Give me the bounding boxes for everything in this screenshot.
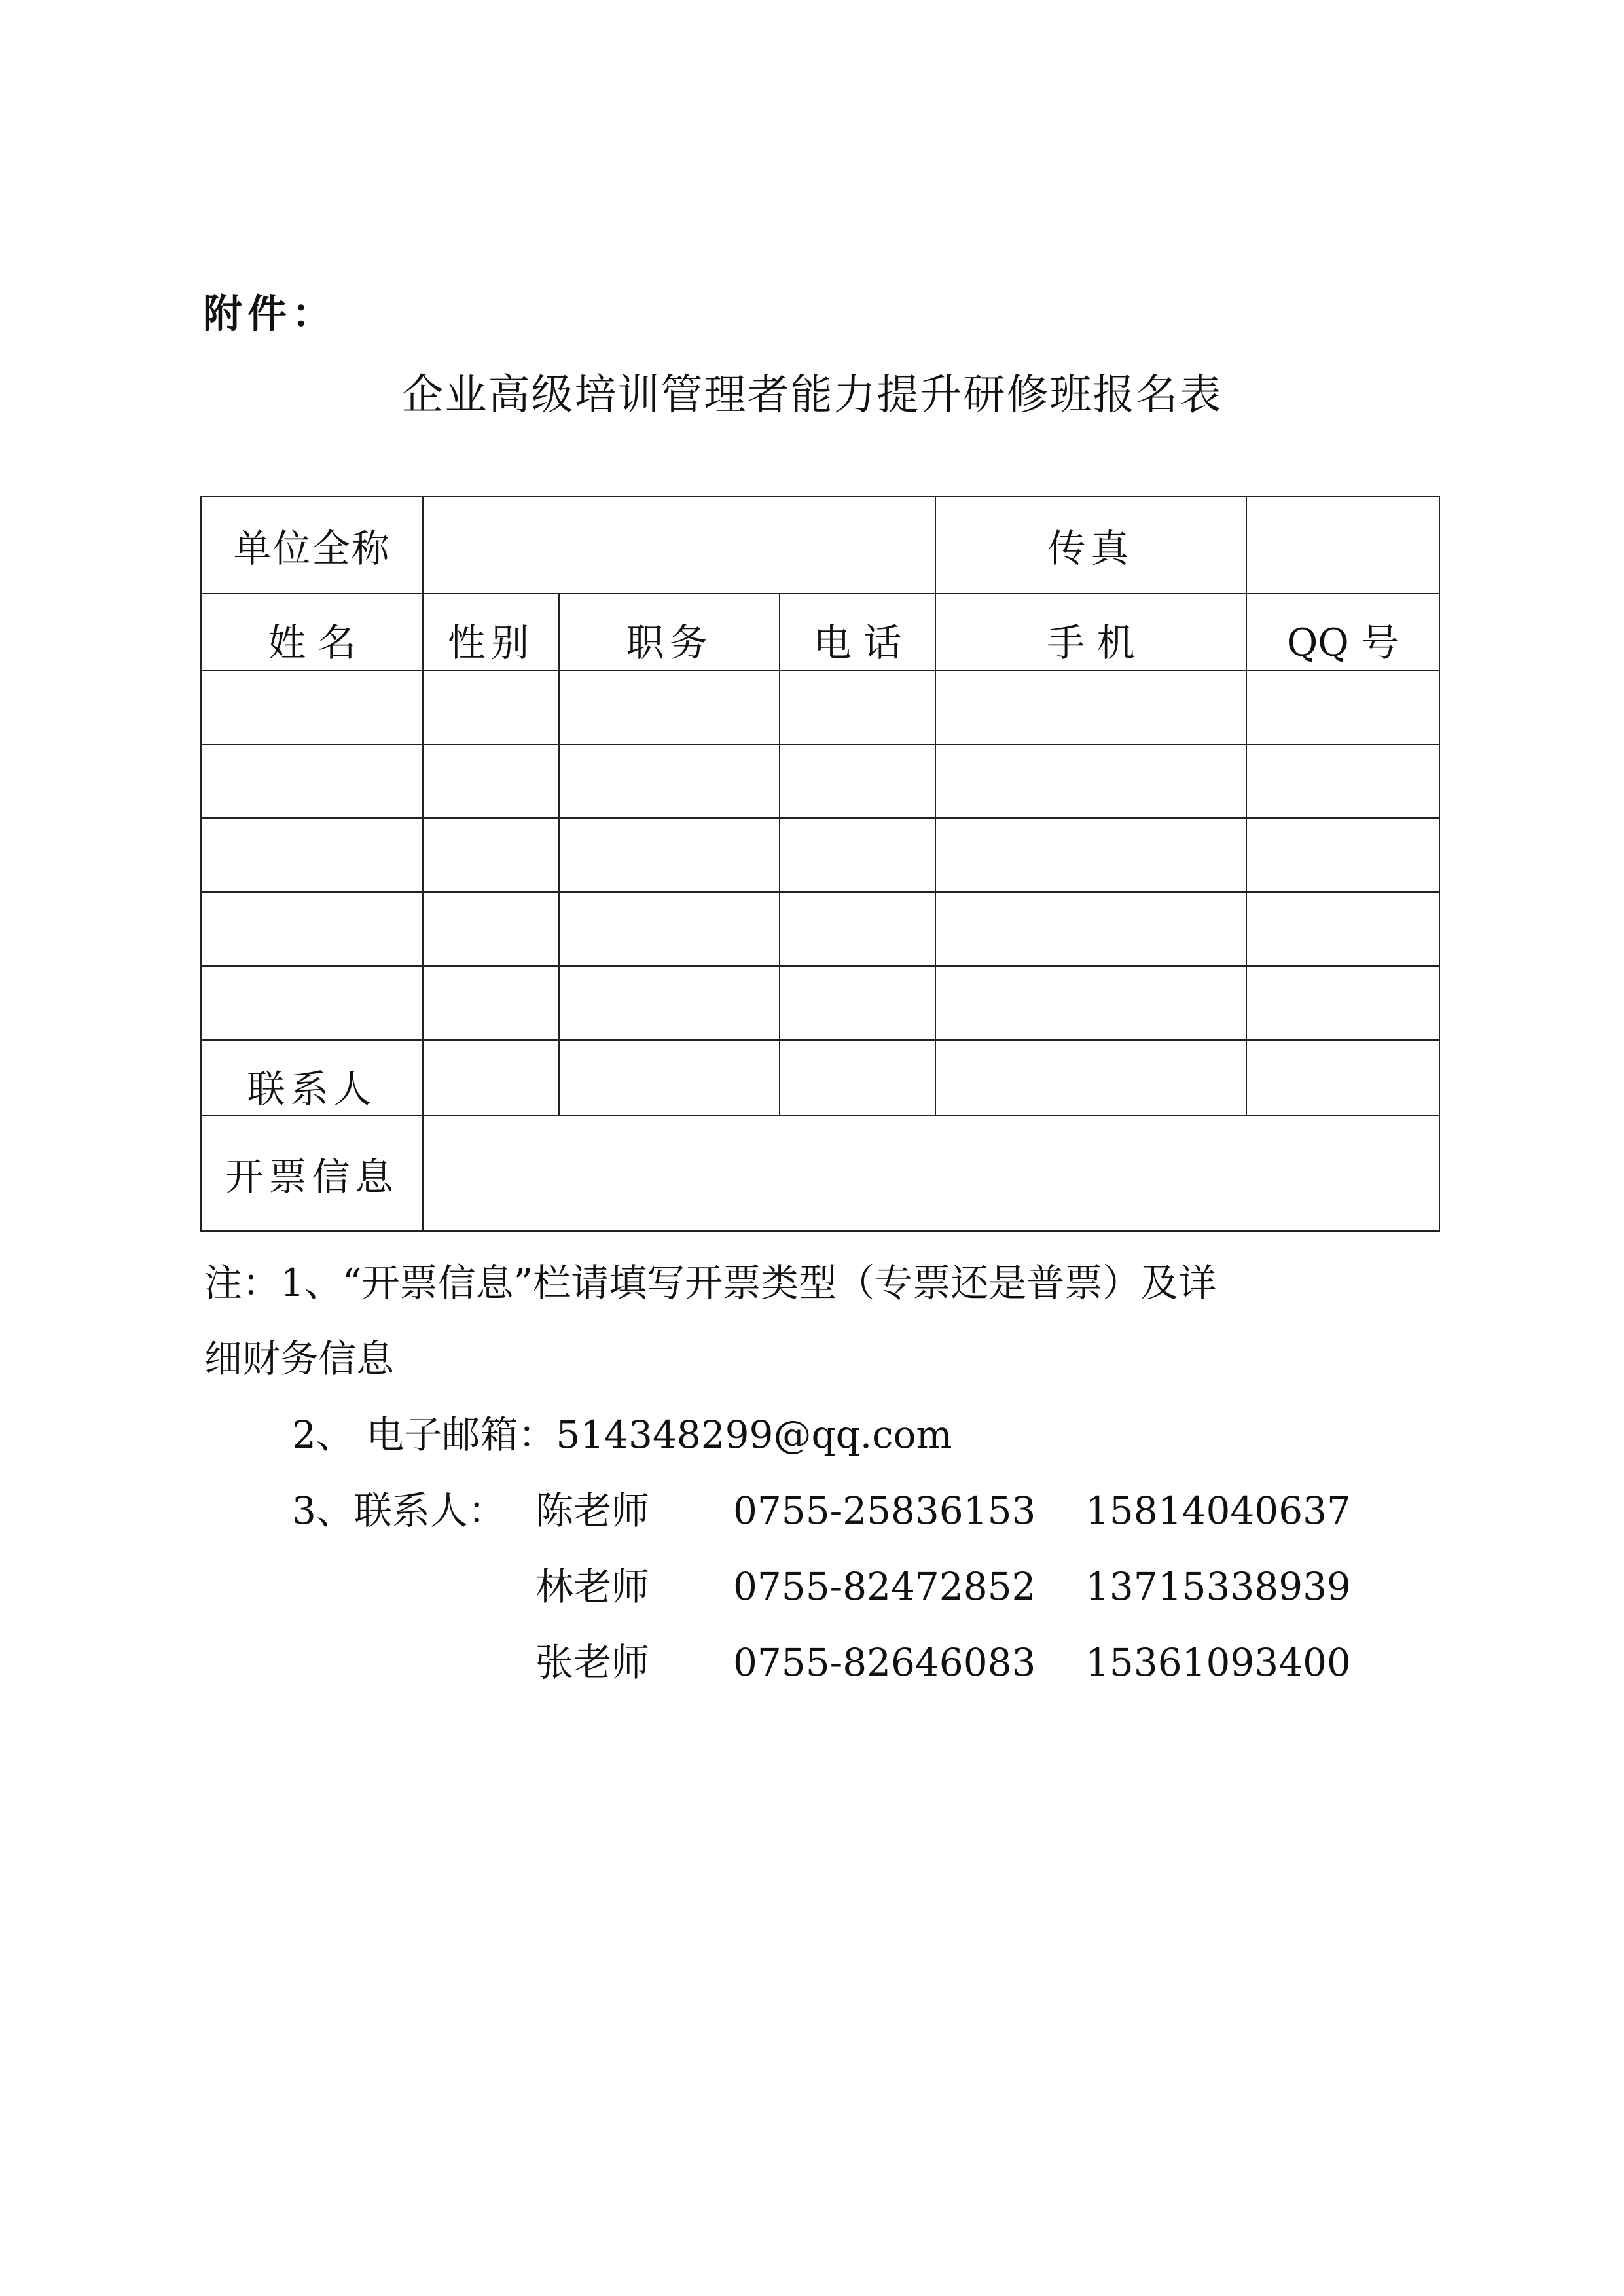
cell-gender[interactable] (423, 744, 559, 818)
contact-gender-field[interactable] (423, 1040, 559, 1115)
contact-phone-field[interactable] (780, 1040, 935, 1115)
cell-name[interactable] (201, 892, 423, 966)
cell-name[interactable] (201, 966, 423, 1040)
cell-qq[interactable] (1246, 818, 1439, 892)
cell-mobile[interactable] (935, 818, 1246, 892)
col-header-qq: QQ 号 (1246, 594, 1439, 670)
table-row (201, 892, 1439, 966)
contact-name: 林老师 (535, 1564, 650, 1609)
cell-gender[interactable] (423, 892, 559, 966)
contact-entry (204, 1549, 1448, 1624)
table-row (201, 818, 1439, 892)
col-header-name: 姓 名 (201, 594, 423, 670)
unit-row (201, 497, 1439, 594)
note-1-line-2: 细财务信息 (204, 1336, 395, 1381)
note-3-lead: 3、联系人： (292, 1488, 506, 1533)
contact-mobile: 15814040637 (1085, 1488, 1351, 1533)
fax-label: 传真 (935, 497, 1246, 594)
col-header-mobile: 手 机 (935, 594, 1246, 670)
cell-position[interactable] (559, 670, 780, 744)
cell-phone[interactable] (780, 744, 935, 818)
cell-gender[interactable] (423, 818, 559, 892)
fax-field[interactable] (1246, 497, 1439, 594)
col-header-phone: 电 话 (780, 594, 935, 670)
contact-qq-field[interactable] (1246, 1040, 1439, 1115)
contact-mobile-field[interactable] (935, 1040, 1246, 1115)
cell-position[interactable] (559, 744, 780, 818)
cell-qq[interactable] (1246, 744, 1439, 818)
cell-phone[interactable] (780, 892, 935, 966)
contact-position-field[interactable] (559, 1040, 780, 1115)
contact-entry (204, 1624, 1448, 1700)
contact-tel: 0755-25836153 (733, 1488, 1036, 1533)
cell-qq[interactable] (1246, 892, 1439, 966)
contact-tel: 0755-82472852 (733, 1564, 1036, 1609)
col-header-position: 职务 (559, 594, 780, 670)
cell-position[interactable] (559, 892, 780, 966)
col-header-gender: 性别 (423, 594, 559, 670)
cell-gender[interactable] (423, 966, 559, 1040)
notes-section (204, 1245, 1448, 1700)
contact-name: 张老师 (535, 1640, 650, 1685)
cell-position[interactable] (559, 966, 780, 1040)
cell-phone[interactable] (780, 670, 935, 744)
invoice-row (201, 1115, 1439, 1231)
invoice-field[interactable] (423, 1115, 1439, 1231)
note-2-email: 2、 电子邮箱：514348299@qq.com (292, 1412, 952, 1457)
cell-position[interactable] (559, 818, 780, 892)
table-row (201, 966, 1439, 1040)
cell-gender[interactable] (423, 670, 559, 744)
cell-phone[interactable] (780, 818, 935, 892)
contact-row (201, 1040, 1439, 1115)
registration-form-table (200, 496, 1440, 1232)
invoice-label: 开票信息 (201, 1115, 423, 1231)
cell-name[interactable] (201, 670, 423, 744)
contact-mobile: 15361093400 (1085, 1640, 1351, 1685)
contact-name: 陈老师 (535, 1488, 650, 1533)
cell-name[interactable] (201, 744, 423, 818)
contact-label: 联系人 (201, 1040, 423, 1115)
cell-qq[interactable] (1246, 966, 1439, 1040)
cell-mobile[interactable] (935, 744, 1246, 818)
contact-entry (204, 1473, 1448, 1549)
cell-mobile[interactable] (935, 966, 1246, 1040)
table-row (201, 744, 1439, 818)
contact-mobile: 13715338939 (1085, 1564, 1351, 1609)
cell-mobile[interactable] (935, 670, 1246, 744)
cell-phone[interactable] (780, 966, 935, 1040)
unit-name-label: 单位全称 (201, 497, 423, 594)
note-1-line-1: 注：1、“开票信息”栏请填写开票类型（专票还是普票）及详 (204, 1261, 1217, 1305)
cell-mobile[interactable] (935, 892, 1246, 966)
form-title: 企业高级培训管理者能力提升研修班报名表 (401, 371, 1223, 420)
contact-tel: 0755-82646083 (733, 1640, 1036, 1685)
attachment-label: 附件： (203, 291, 336, 337)
column-header-row (201, 594, 1439, 670)
table-row (201, 670, 1439, 744)
unit-name-field[interactable] (423, 497, 935, 594)
cell-qq[interactable] (1246, 670, 1439, 744)
cell-name[interactable] (201, 818, 423, 892)
